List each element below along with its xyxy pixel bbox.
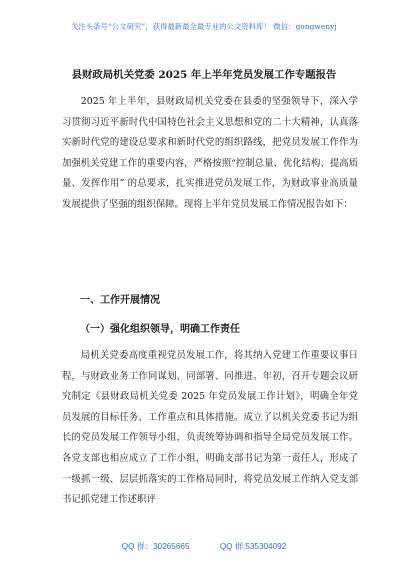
subsection-body <box>62 346 358 511</box>
subsection-heading-leadership: （一）强化组织领导，明确工作责任 <box>80 324 240 335</box>
document-title: 县财政局机关党委 2025 年上半年党员发展工作专题报告 <box>71 69 337 81</box>
footer-qq-groups <box>0 541 408 552</box>
qq-group-1[interactable]: QQ 群：30265665 <box>121 542 190 551</box>
intro-paragraph: 2025 年上半年，县财政局机关党委在县委的坚强领导下，深入学习贯彻习近平新时代中国特色社会主义思想和党的二十大精神，认真落实新时代党的建设总要求和新时代党的组织路线，把党员发展工作作为加强机关党建工作的重要内容，严格按照“控制总量、优化结构、提高质量、发挥作用” 的总要求，扎实推进党员发展工作，为财政事业高质量发展提供了坚强的组织保障。现将上半年党员发展工作情况报告如下： <box>62 96 358 210</box>
intro-section <box>62 92 358 216</box>
qq-group-2[interactable]: QQ 群:535304092 <box>219 542 287 551</box>
subsection-paragraph: 局机关党委高度重视党员发展工作，将其纳入党建工作重要议事日程，与财政业务工作同谋划、同部署、同推进。年初，召开专题会议研究制定《县财政局机关党委 2025 年党员发展工作计划》，明确全年党员发展的目标任务、工作重点和具体措施。成立了以机关党委书记为组长的党员发展工作领导小组，负责统筹协调和指导全局党员发展工作。各党支部也相应成立了工作小组，明确支部书记为第一责任人，形成了一级抓一级、层层抓落实的工作格局同时，将党员发展工作纳入党支部书记抓党建工作述职评 <box>62 350 358 506</box>
header-banner[interactable]: 关注头条号“公文研究”，获得最新最全最专业的公文资料库！ 微信：gongwenyj <box>71 22 337 31</box>
section-heading-work-status: 一、工作开展情况 <box>80 295 160 306</box>
